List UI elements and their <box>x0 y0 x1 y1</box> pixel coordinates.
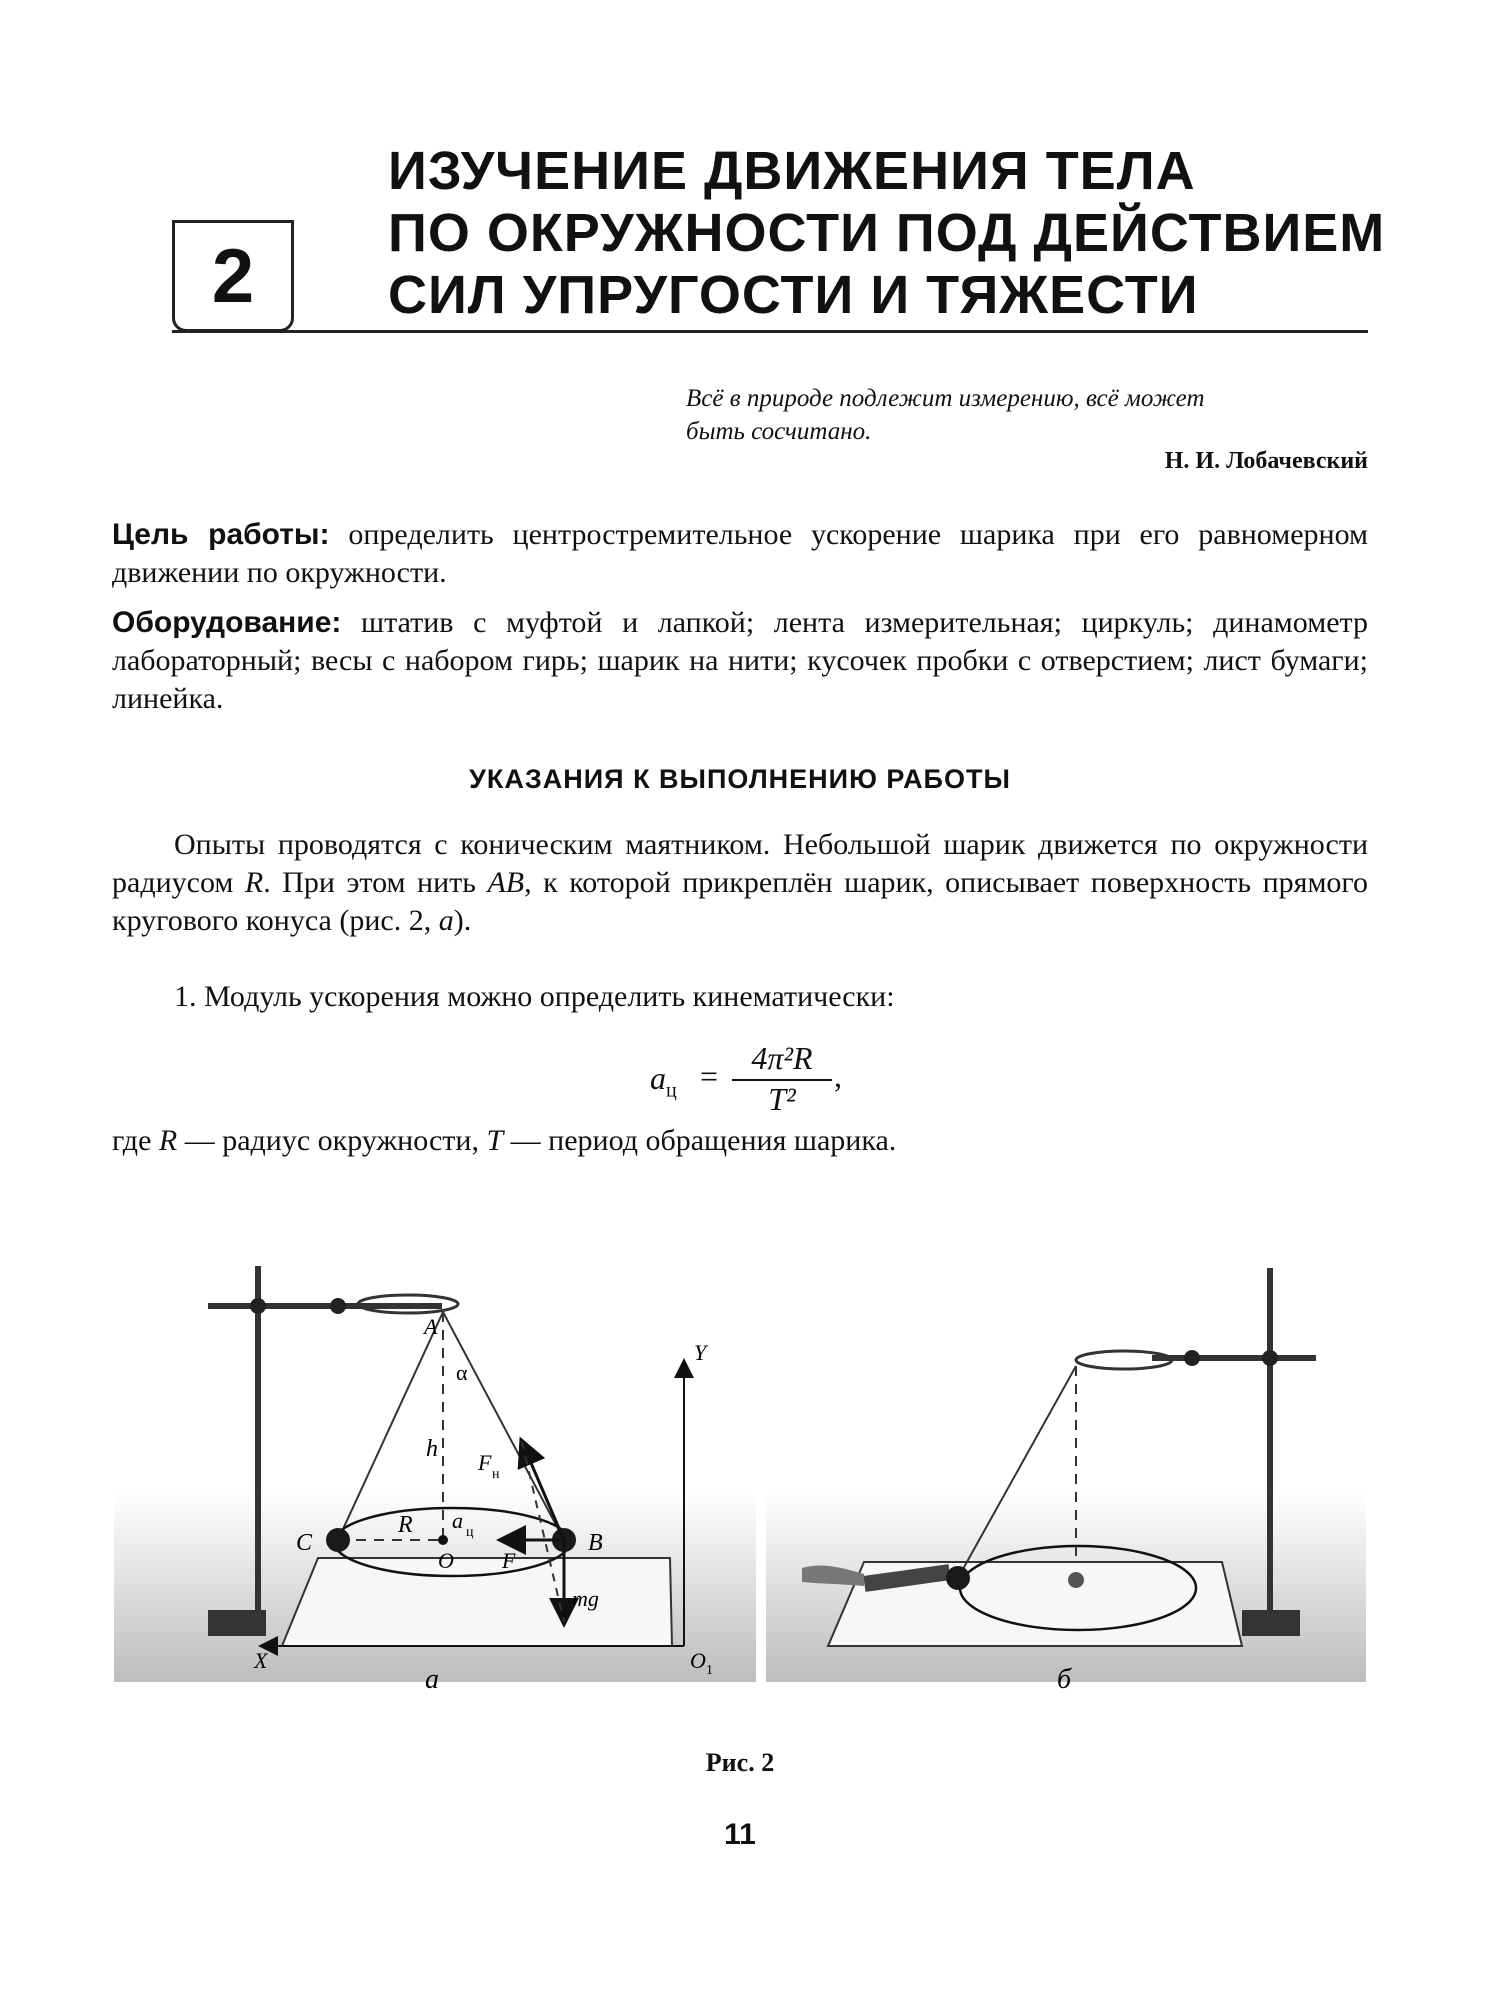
chapter-number: 2 <box>211 233 255 319</box>
title-line-1: ИЗУЧЕНИЕ ДВИЖЕНИЯ ТЕЛА <box>388 141 1196 201</box>
equipment-label: Оборудование: <box>112 606 342 639</box>
epigraph-line-1: Всё в природе подлежит измерению, всё может <box>686 385 1205 412</box>
label-f: F <box>502 1548 516 1573</box>
label-c: C <box>296 1530 313 1556</box>
goal-label: Цель работы: <box>112 518 330 551</box>
centripetal-formula <box>640 1038 880 1117</box>
label-mg: mg <box>572 1586 599 1611</box>
figure-panel-a <box>114 1266 756 1682</box>
formula-fraction <box>732 1040 832 1118</box>
label-o: O <box>438 1548 454 1573</box>
intro-text-2: . При этом нить <box>263 866 488 899</box>
figure-caption: Рис. 2 <box>705 1748 775 1777</box>
epigraph <box>686 382 1368 448</box>
intro-var-ab: AB <box>487 866 525 899</box>
where-var-r: R <box>158 1124 178 1157</box>
formula-denominator: T² <box>768 1081 796 1117</box>
where-paragraph <box>112 1122 1368 1160</box>
epigraph-line-2: быть сосчитано. <box>686 418 872 445</box>
intro-var-r: R <box>244 866 264 899</box>
chapter-number-box <box>172 220 294 332</box>
intro-text-4: ). <box>453 904 472 937</box>
intro-text-3: , к которой прикреплён шарик, описывает поверхность прямого кругового конуса (рис. 2, <box>112 866 1368 937</box>
intro-text-1: Опыты проводятся с коническим маятником. Небольшой шарик движется по окружности радиусом <box>112 828 1368 899</box>
step-1: 1. Модуль ускорения можно определить кинематически: <box>174 980 895 1013</box>
title-line-3: СИЛ УПРУГОСТИ И ТЯЖЕСТИ <box>388 265 1199 325</box>
label-y: Y <box>694 1340 707 1365</box>
label-b: B <box>588 1530 603 1556</box>
label-fn-sub: н <box>492 1467 500 1482</box>
intro-paragraph <box>112 826 1368 940</box>
figure-panel-b <box>766 1268 1366 1682</box>
label-alpha: α <box>456 1360 468 1385</box>
where-var-t: T <box>486 1124 504 1157</box>
formula-comma: , <box>834 1058 842 1094</box>
label-h: h <box>426 1436 438 1462</box>
label-r: R <box>398 1512 413 1538</box>
label-x: X <box>254 1648 268 1673</box>
label-a-point: A <box>424 1314 438 1339</box>
where-text-3: — период обращения шарика. <box>503 1124 897 1157</box>
intro-fig-ref: а <box>438 904 454 937</box>
equipment-paragraph <box>112 604 1368 718</box>
title-line-2: ПО ОКРУЖНОСТИ ПОД ДЕЙСТВИЕМ <box>388 203 1386 263</box>
label-o1-sub: 1 <box>706 1663 713 1678</box>
label-ac-sub: ц <box>466 1525 474 1540</box>
equipment-text: штатив с муфтой и лапкой; лента измерительная; циркуль; динамометр лабораторный; весы с набором гирь; шарик на нити; кусочек пробки с отверстием; лист бумаги; линейка. <box>112 606 1368 715</box>
header-rule <box>172 330 1368 333</box>
page-number: 11 <box>724 1818 756 1851</box>
formula-lhs <box>650 1060 677 1102</box>
goal-text: определить центростремительное ускорение шарика при его равномерном движении по окружности. <box>112 518 1368 589</box>
label-ac: a <box>452 1508 463 1533</box>
section-heading: УКАЗАНИЯ К ВЫПОЛНЕНИЮ РАБОТЫ <box>469 764 1011 794</box>
formula-sub: ц <box>666 1079 677 1102</box>
goal-paragraph <box>112 516 1368 592</box>
page-title <box>388 140 1388 326</box>
formula-eq: = <box>700 1058 719 1094</box>
label-fn: F <box>478 1450 492 1475</box>
where-text-1: где <box>112 1124 159 1157</box>
where-text-2: — радиус окружности, <box>177 1124 487 1157</box>
caption-a: а <box>425 1664 439 1692</box>
formula-a: a <box>650 1060 666 1096</box>
epigraph-author: Н. И. Лобачевский <box>1164 448 1368 474</box>
figure-2 <box>112 1262 1368 1692</box>
caption-b: б <box>1056 1664 1072 1692</box>
formula-numerator: 4π²R <box>732 1040 832 1081</box>
label-o1: O <box>690 1648 706 1673</box>
